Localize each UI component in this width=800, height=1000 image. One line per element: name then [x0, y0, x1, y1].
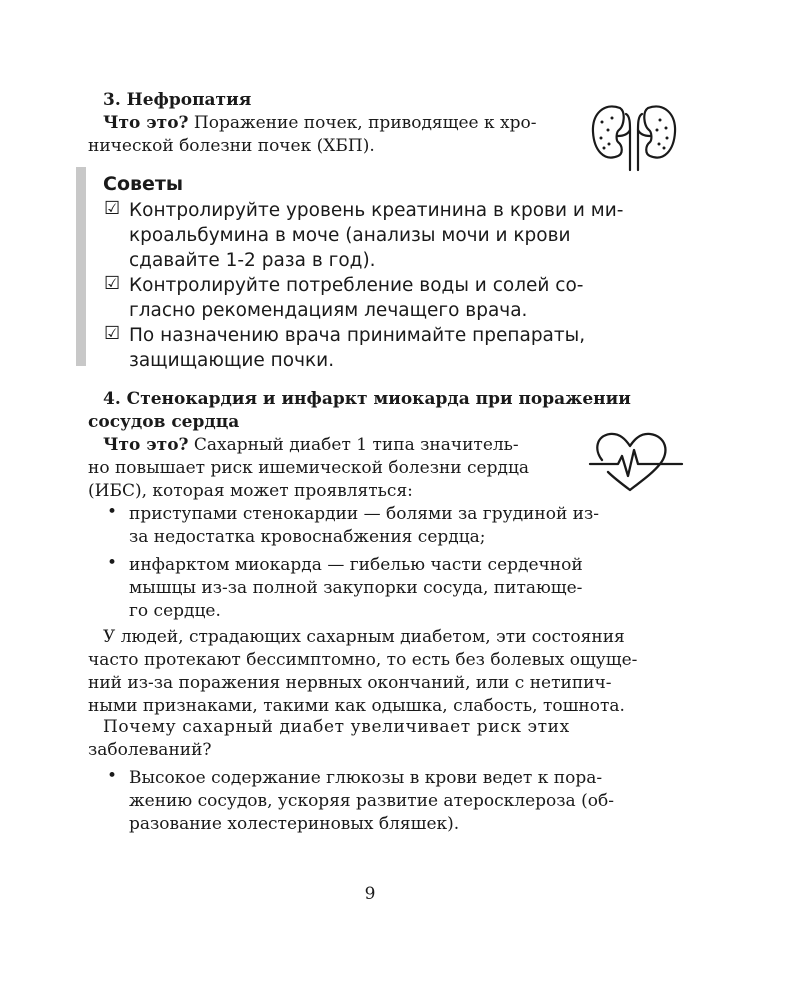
bullet-2-line-2: мышцы из-за полной закупорки сосуда, питающе-: [129, 578, 583, 598]
bullet-3-line-2: жению сосудов, ускоряя развитие атеросклероза (об-: [129, 791, 614, 811]
what-label: Что это?: [103, 113, 189, 133]
tip-2-line-1: Контролируйте потребление воды и солей со-: [129, 275, 584, 296]
paragraph-2-line-1: Почему сахарный диабет увеличивает риск этих: [103, 717, 570, 737]
tip-1-line-3: сдавайте 1-2 раза в год).: [129, 250, 376, 271]
paragraph-1-line-4: ными признаками, такими как одышка, слабость, тошнота.: [88, 696, 625, 716]
what-text: Поражение почек, приводящее к хро-: [188, 113, 537, 133]
paragraph-1-line-2: часто протекают бессимптомно, то есть без болевых ощуще-: [88, 650, 638, 670]
tip-1-line-1: Контролируйте уровень креатинина в крови и ми-: [129, 200, 624, 221]
section-4-what-line-1: [103, 433, 519, 457]
paragraph-2-line-2: заболеваний?: [88, 740, 212, 760]
tip-3-line-2: защищающие почки.: [129, 350, 335, 371]
section-4-what-line-2: но повышает риск ишемической болезни сердца: [88, 458, 530, 478]
bullet-2-line-1: инфарктом миокарда — гибелью части сердечной: [129, 555, 583, 575]
section-4-title-line-1: 4. Стенокардия и инфаркт миокарда при поражении: [103, 389, 631, 409]
section-3-title: 3. Нефропатия: [103, 90, 252, 110]
bullet-3-line-3: разование холестериновых бляшек).: [129, 814, 460, 834]
paragraph-1-line-1: У людей, страдающих сахарным диабетом, эти состояния: [103, 627, 625, 647]
tips-title: Советы: [103, 173, 184, 195]
kidneys-icon: [590, 100, 678, 172]
bullet-icon: •: [107, 502, 118, 522]
bullet-3-line-1: Высокое содержание глюкозы в крови ведет к пора-: [129, 768, 603, 788]
section-3-what-line-1: [103, 111, 536, 135]
checkbox-icon: ☑: [104, 198, 121, 219]
tip-1-line-2: кроальбумина в моче (анализы мочи и крови: [129, 225, 571, 246]
section-3-what-line-2: нической болезни почек (ХБП).: [88, 136, 375, 156]
what-label: Что это?: [103, 435, 189, 455]
heart-pulse-icon: [588, 430, 684, 494]
tips-side-bar: [76, 167, 86, 366]
page-number: 9: [364, 884, 376, 904]
bullet-icon: •: [107, 553, 118, 573]
section-4-what-line-3: (ИБС), которая может проявляться:: [88, 481, 413, 501]
checkbox-icon: ☑: [104, 273, 121, 294]
bullet-2-line-3: го сердце.: [129, 601, 221, 621]
bullet-1-line-1: приступами стенокардии — болями за грудиной из-: [129, 504, 600, 524]
checkbox-icon: ☑: [104, 323, 121, 344]
paragraph-1-line-3: ний из-за поражения нервных окончаний, или с нетипич-: [88, 673, 612, 693]
bullet-icon: •: [107, 766, 118, 786]
what-text: Сахарный диабет 1 типа значитель-: [188, 435, 519, 455]
section-4-title-line-2: сосудов сердца: [88, 412, 240, 432]
tip-3-line-1: По назначению врача принимайте препараты,: [129, 325, 586, 346]
tip-2-line-2: гласно рекомендациям лечащего врача.: [129, 300, 528, 321]
bullet-1-line-2: за недостатка кровоснабжения сердца;: [129, 527, 486, 547]
